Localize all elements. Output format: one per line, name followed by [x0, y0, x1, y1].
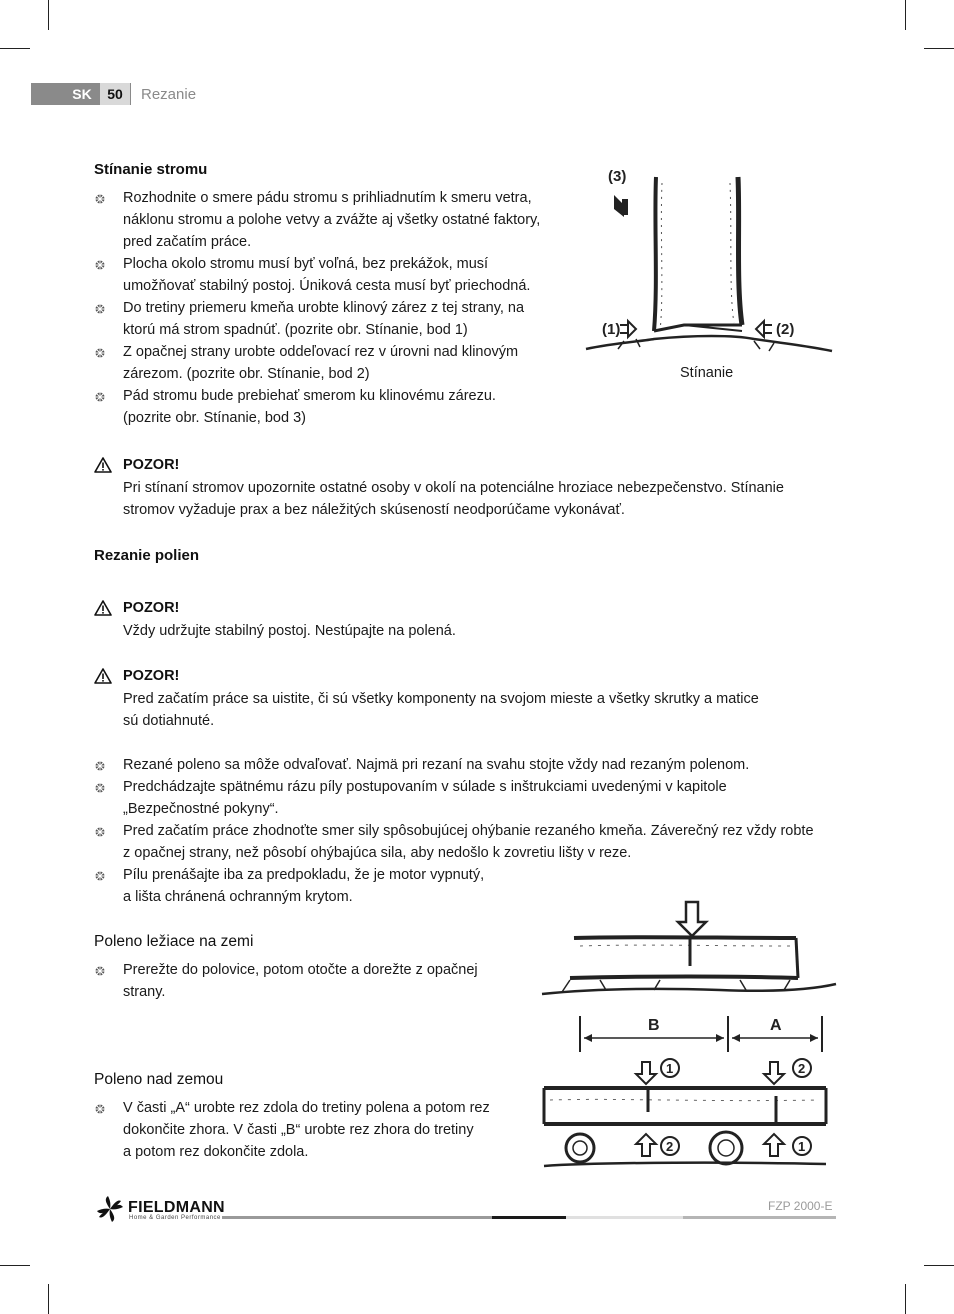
felling-label-2: (2)	[776, 321, 795, 338]
logs-bullet-4: Pílu prenášajte iba za predpokladu, že je motor vypnutý, a lišta chránená ochranným krytom.	[123, 867, 485, 905]
footer-rule	[566, 1216, 683, 1219]
warning-title: POZOR!	[123, 600, 180, 616]
warning-title: POZOR!	[123, 668, 180, 684]
warning-icon	[94, 668, 112, 684]
bullet-icon	[94, 259, 106, 271]
bullet-icon	[94, 870, 106, 882]
footer-rule	[492, 1216, 566, 1219]
step-number: 1	[798, 1139, 806, 1154]
felling-bullet-2: Plocha okolo stromu musí byť voľná, bez prekážok, musí umožňovať stabilný postoj. Úniková cesta musí byť priechodná.	[123, 256, 531, 294]
ground-log-subheading: Poleno ležiace na zemi	[94, 933, 254, 950]
ground-log-figure	[540, 896, 838, 1002]
bullet-icon	[94, 193, 106, 205]
bullet-icon	[94, 760, 106, 772]
warning-title: POZOR!	[123, 457, 180, 473]
dimension-a: A	[770, 1017, 782, 1034]
footer-rule	[683, 1216, 836, 1219]
felling-bullet-3: Do tretiny priemeru kmeňa urobte klinový zárez z tej strany, na ktorú má strom spadnúť. (pozrite obr. Stínanie, bod 1)	[123, 300, 525, 338]
felling-figure	[584, 163, 834, 358]
fieldmann-logo-icon	[94, 1195, 126, 1223]
brand-tagline: Home & Garden Performance	[129, 1215, 221, 1221]
step-number: 2	[798, 1061, 806, 1076]
felling-bullet-5: Pád stromu bude prebiehať smerom ku klinovému zárezu. (pozrite obr. Stínanie, bod 3)	[123, 388, 496, 426]
dimension-b: B	[648, 1017, 660, 1034]
felling-warning-text: Pri stínaní stromov upozornite ostatné osoby v okolí na potenciálne hroziace nebezpečenstvo. Stínanie stromov vyžaduje prax a bez náležitých skúseností neodporúčame vykonávať.	[123, 480, 784, 518]
brand-name: FIELDMANN	[128, 1199, 225, 1216]
model-number: FZP 2000-E	[768, 1199, 833, 1213]
logs-warning1-text: Vždy udržujte stabilný postoj. Nestúpajte na polená.	[123, 623, 456, 639]
felling-heading: Stínanie stromu	[94, 161, 208, 178]
bullet-icon	[94, 303, 106, 315]
bullet-icon	[94, 391, 106, 403]
step-number: 2	[666, 1139, 674, 1154]
logs-bullet-1: Rezané poleno sa môže odvaľovať. Najmä pri rezaní na svahu stojte vždy nad rezaným polenom.	[123, 757, 750, 773]
logs-bullet-2: Predchádzajte spätnému rázu píly postupovaním v súlade s inštrukciami uvedenými v kapitole „Bezpečnostné pokyny“.	[123, 779, 727, 817]
bullet-icon	[94, 347, 106, 359]
bullet-icon	[94, 826, 106, 838]
language-code: SK	[72, 86, 92, 102]
felling-bullet-4: Z opačnej strany urobte oddeľovací rez v úrovni nad klinovým zárezom. (pozrite obr. Stínanie, bod 2)	[123, 344, 519, 382]
bullet-icon	[94, 782, 106, 794]
section-title: Rezanie	[141, 86, 197, 103]
felling-label-1: (1)	[602, 321, 621, 338]
felling-bullet-1: Rozhodnite o smere pádu stromu s prihliadnutím k smeru vetra, náklonu stromu a polohe vetvy a zvážte aj všetky ostatné faktory, pred začatím práce.	[123, 190, 541, 250]
warning-icon	[94, 600, 112, 616]
logs-warning2-text: Pred začatím práce sa uistite, či sú všetky komponenty na svojom mieste a všetky skrutky a matice sú dotiahnuté.	[123, 691, 759, 729]
raised-log-figure	[540, 1012, 830, 1170]
felling-label-3: (3)	[608, 168, 627, 185]
logs-heading: Rezanie polien	[94, 547, 200, 564]
raised-log-subheading: Poleno nad zemou	[94, 1071, 224, 1088]
footer-rule	[222, 1216, 492, 1219]
bullet-icon	[94, 965, 106, 977]
ground-log-bullet: Prerežte do polovice, potom otočte a dorežte z opačnej strany.	[123, 962, 478, 1000]
warning-icon	[94, 457, 112, 473]
page-number: 50	[100, 83, 130, 105]
bullet-icon	[94, 1103, 106, 1115]
step-number: 1	[666, 1061, 674, 1076]
felling-figure-caption: Stínanie	[680, 365, 734, 381]
logs-bullet-3: Pred začatím práce zhodnoťte smer sily spôsobujúcej ohýbanie rezaného kmeňa. Záverečný rez vždy robte z opačnej strany, než pôsobí ohýbajúca sila, aby nedošlo k zovretiu lišty v reze.	[123, 823, 814, 861]
raised-log-bullet: V časti „A“ urobte rez zdola do tretiny polena a potom rez dokončite zhora. V časti „B“ urobte rez zhora do tretiny a potom rez dokončite zdola.	[123, 1100, 490, 1160]
